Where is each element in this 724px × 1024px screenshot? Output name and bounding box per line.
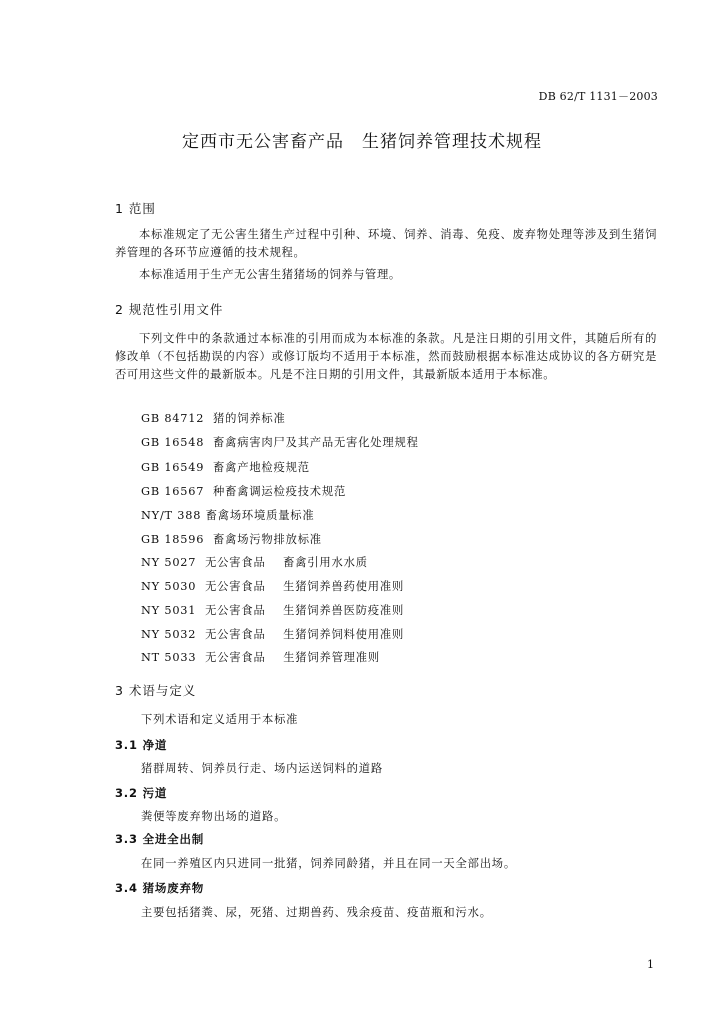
reference-item: GB 84712 猪的饲养标准 (141, 412, 286, 425)
term-body-dirty-path: 粪便等废弃物出场的道路。 (141, 810, 287, 823)
section-heading-references: 2 规范性引用文件 (115, 302, 224, 317)
term-body-all-in-all-out: 在同一养殖区内只进同一批猪，饲养同龄猪，并且在同一天全部出场。 (141, 857, 517, 870)
page-number: 1 (647, 958, 654, 971)
reference-item: GB 16549 畜禽产地检疫规范 (141, 461, 310, 474)
term-heading-dirty-path: 3.2 污道 (115, 786, 168, 800)
terms-intro: 下列术语和定义适用于本标准 (141, 713, 299, 726)
section-heading-scope: 1 范围 (115, 201, 156, 216)
standard-number: DB 62/T 1131－2003 (538, 90, 658, 103)
section-heading-terms: 3 术语与定义 (115, 683, 197, 698)
reference-item: NY 5030 无公害食品 生猪饲养兽药使用准则 (141, 580, 405, 593)
scope-paragraph-1: 本标准规定了无公害生猪生产过程中引种、环境、饲养、消毒、免疫、废弃物处理等涉及到生猪饲养管理的各环节应遵循的技术规程。 (115, 228, 657, 259)
reference-item: GB 16548 畜禽病害肉尸及其产品无害化处理规程 (141, 436, 419, 449)
reference-item: NT 5033 无公害食品 生猪饲养管理准则 (141, 651, 380, 664)
term-heading-farm-waste: 3.4 猪场废弃物 (115, 881, 205, 895)
term-heading-clean-path: 3.1 净道 (115, 738, 168, 752)
document-title: 定西市无公害畜产品 生猪饲养管理技术规程 (182, 132, 542, 152)
references-intro: 下列文件中的条款通过本标准的引用而成为本标准的条款。凡是注日期的引用文件，其随后所有的修改单（不包括勘误的内容）或修订版均不适用于本标准，然而鼓励根据本标准达成协议的各方研究是否可用这些文件的最新版本。凡是不注日期的引用文件，其最新版本适用于本标准。 (115, 332, 657, 381)
reference-item: GB 18596 畜禽场污物排放标准 (141, 533, 322, 546)
term-body-clean-path: 猪群周转、饲养员行走、场内运送饲料的道路 (141, 762, 383, 775)
term-heading-all-in-all-out: 3.3 全进全出制 (115, 832, 205, 846)
reference-item: GB 16567 种畜禽调运检疫技术规范 (141, 485, 347, 498)
term-body-farm-waste: 主要包括猪粪、尿，死猪、过期兽药、残余疫苗、疫苗瓶和污水。 (141, 906, 492, 919)
reference-item: NY 5027 无公害食品 畜禽引用水水质 (141, 556, 368, 569)
reference-item: NY 5032 无公害食品 生猪饲养饲料使用准则 (141, 628, 405, 641)
scope-paragraph-2: 本标准适用于生产无公害生猪猪场的饲养与管理。 (139, 268, 401, 281)
reference-item: NY/T 388 畜禽场环境质量标准 (141, 509, 315, 522)
reference-item: NY 5031 无公害食品 生猪饲养兽医防疫准则 (141, 604, 405, 617)
